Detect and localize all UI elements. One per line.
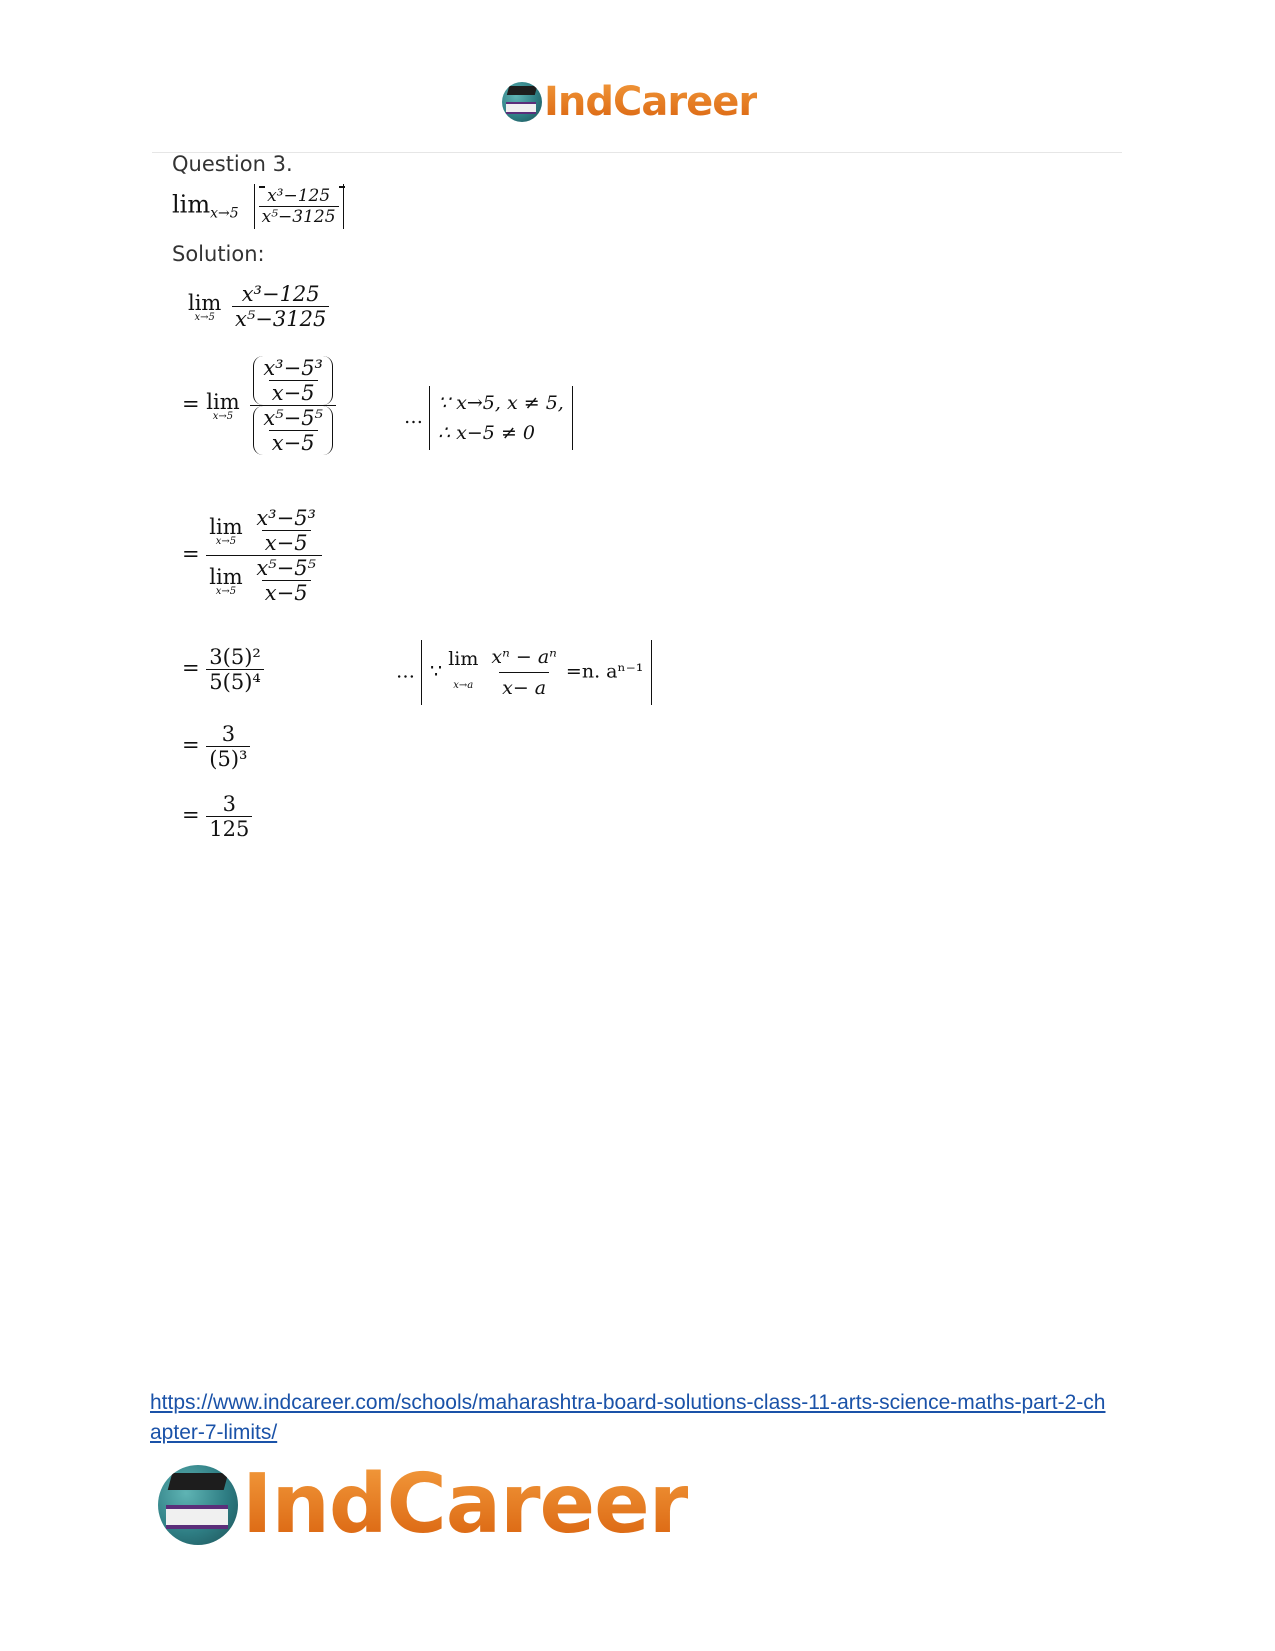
header-divider: [152, 152, 1122, 153]
solution-title: Solution:: [172, 242, 265, 266]
question-title: Question 3.: [172, 152, 293, 176]
footer-logo-text: IndCareer: [242, 1457, 689, 1552]
question-bracket: $\frac{\text{x³−125}}{\text{x⁵−3125}}$: [254, 184, 344, 229]
solution-step-2: = lim x→5 $\frac{\frac{\text{x³−5³}}{x-5}}{\frac{\text{x⁵−5⁵}}{x-5}}$: [182, 356, 336, 455]
question-expression: $\lim_{x\to 5}$ $\frac{\text{x³−125}}{\text{x⁵−3125}}$: [172, 184, 344, 229]
footer-logo: [158, 1457, 689, 1552]
solution-step-6: = $\frac{3}{125}$: [182, 792, 252, 841]
solution-step-5: = $\frac{3}{\text{(5)³}}$: [182, 722, 250, 771]
solution-step-1: lim x→5 $\frac{\text{x³−125}}{\text{x⁵−3125}}$: [188, 282, 329, 331]
solution-note-1: … ∵ x→5, x ≠ 5, ∴ x−5 ≠ 0: [404, 386, 573, 450]
globe-graduation-cap-icon: [502, 82, 542, 122]
source-url-link[interactable]: https://www.indcareer.com/schools/maharashtra-board-solutions-class-11-arts-science-maths-part-2-chapter-7-limits/: [150, 1391, 1106, 1444]
solution-step-4: = $\frac{\text{3(5)²}}{\text{5(5)⁴}}$: [182, 645, 264, 694]
header-logo: [502, 78, 757, 126]
solution-step-3: = lim x→5 $\frac{\text{x³−5³}}{x-5}$ lim x→5 $\frac{\text{x⁵−5⁵}}{x-5}$: [182, 506, 322, 605]
globe-graduation-cap-icon: [158, 1465, 238, 1545]
header-logo-text: IndCareer: [544, 79, 758, 125]
solution-note-2: … ∵ lim x→a $\frac{\text{xⁿ − aⁿ}}{x- a}$ =n. aⁿ⁻¹: [396, 640, 652, 705]
